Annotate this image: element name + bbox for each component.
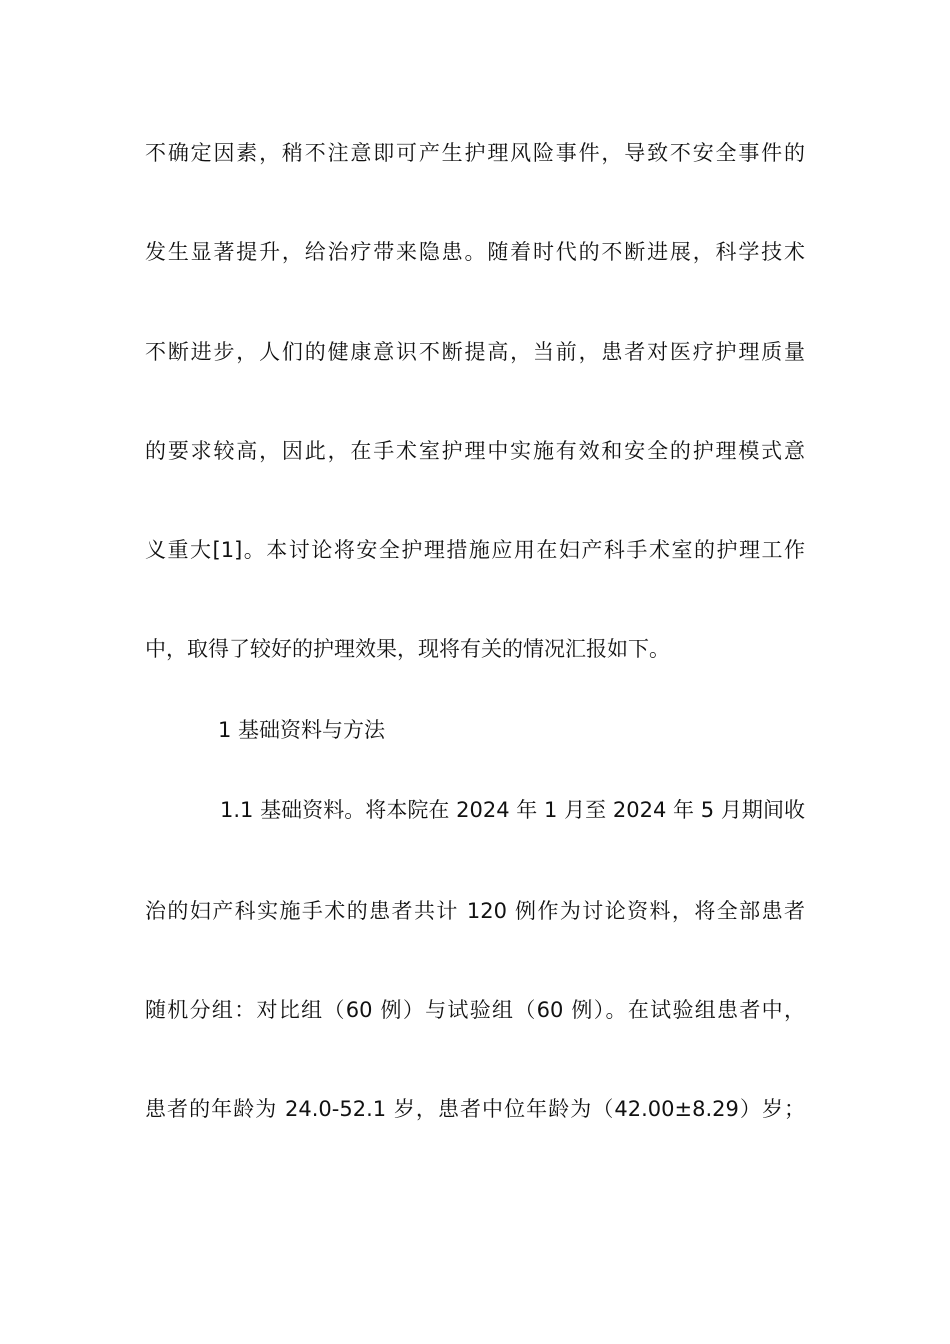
paragraph-2-line-4: 患者的年龄为 24.0-52.1 岁，患者中位年龄为（42.00±8.29）岁；	[145, 1097, 805, 1121]
paragraph-2-line-2: 治的妇产科实施手术的患者共计 120 例作为讨论资料，将全部患者	[145, 899, 805, 923]
paragraph-1-line-3: 不断进步，人们的健康意识不断提高，当前，患者对医疗护理质量	[145, 340, 805, 364]
paragraph-1-line-6: 中，取得了较好的护理效果，现将有关的情况汇报如下。	[145, 637, 670, 661]
paragraph-1-line-1: 不确定因素，稍不注意即可产生护理风险事件，导致不安全事件的	[145, 141, 805, 165]
section-heading: 1 基础资料与方法	[218, 718, 386, 742]
paragraph-2-line-3: 随机分组：对比组（60 例）与试验组（60 例）。在试验组患者中，	[145, 998, 805, 1022]
paragraph-1-line-5: 义重大[1]。本讨论将安全护理措施应用在妇产科手术室的护理工作	[145, 538, 805, 562]
paragraph-1-line-4: 的要求较高，因此，在手术室护理中实施有效和安全的护理模式意	[145, 439, 805, 463]
paragraph-2-line-1: 1.1 基础资料。将本院在 2024 年 1 月至 2024 年 5 月期间收	[220, 798, 805, 822]
paragraph-1-line-2: 发生显著提升，给治疗带来隐患。随着时代的不断进展，科学技术	[145, 240, 805, 264]
